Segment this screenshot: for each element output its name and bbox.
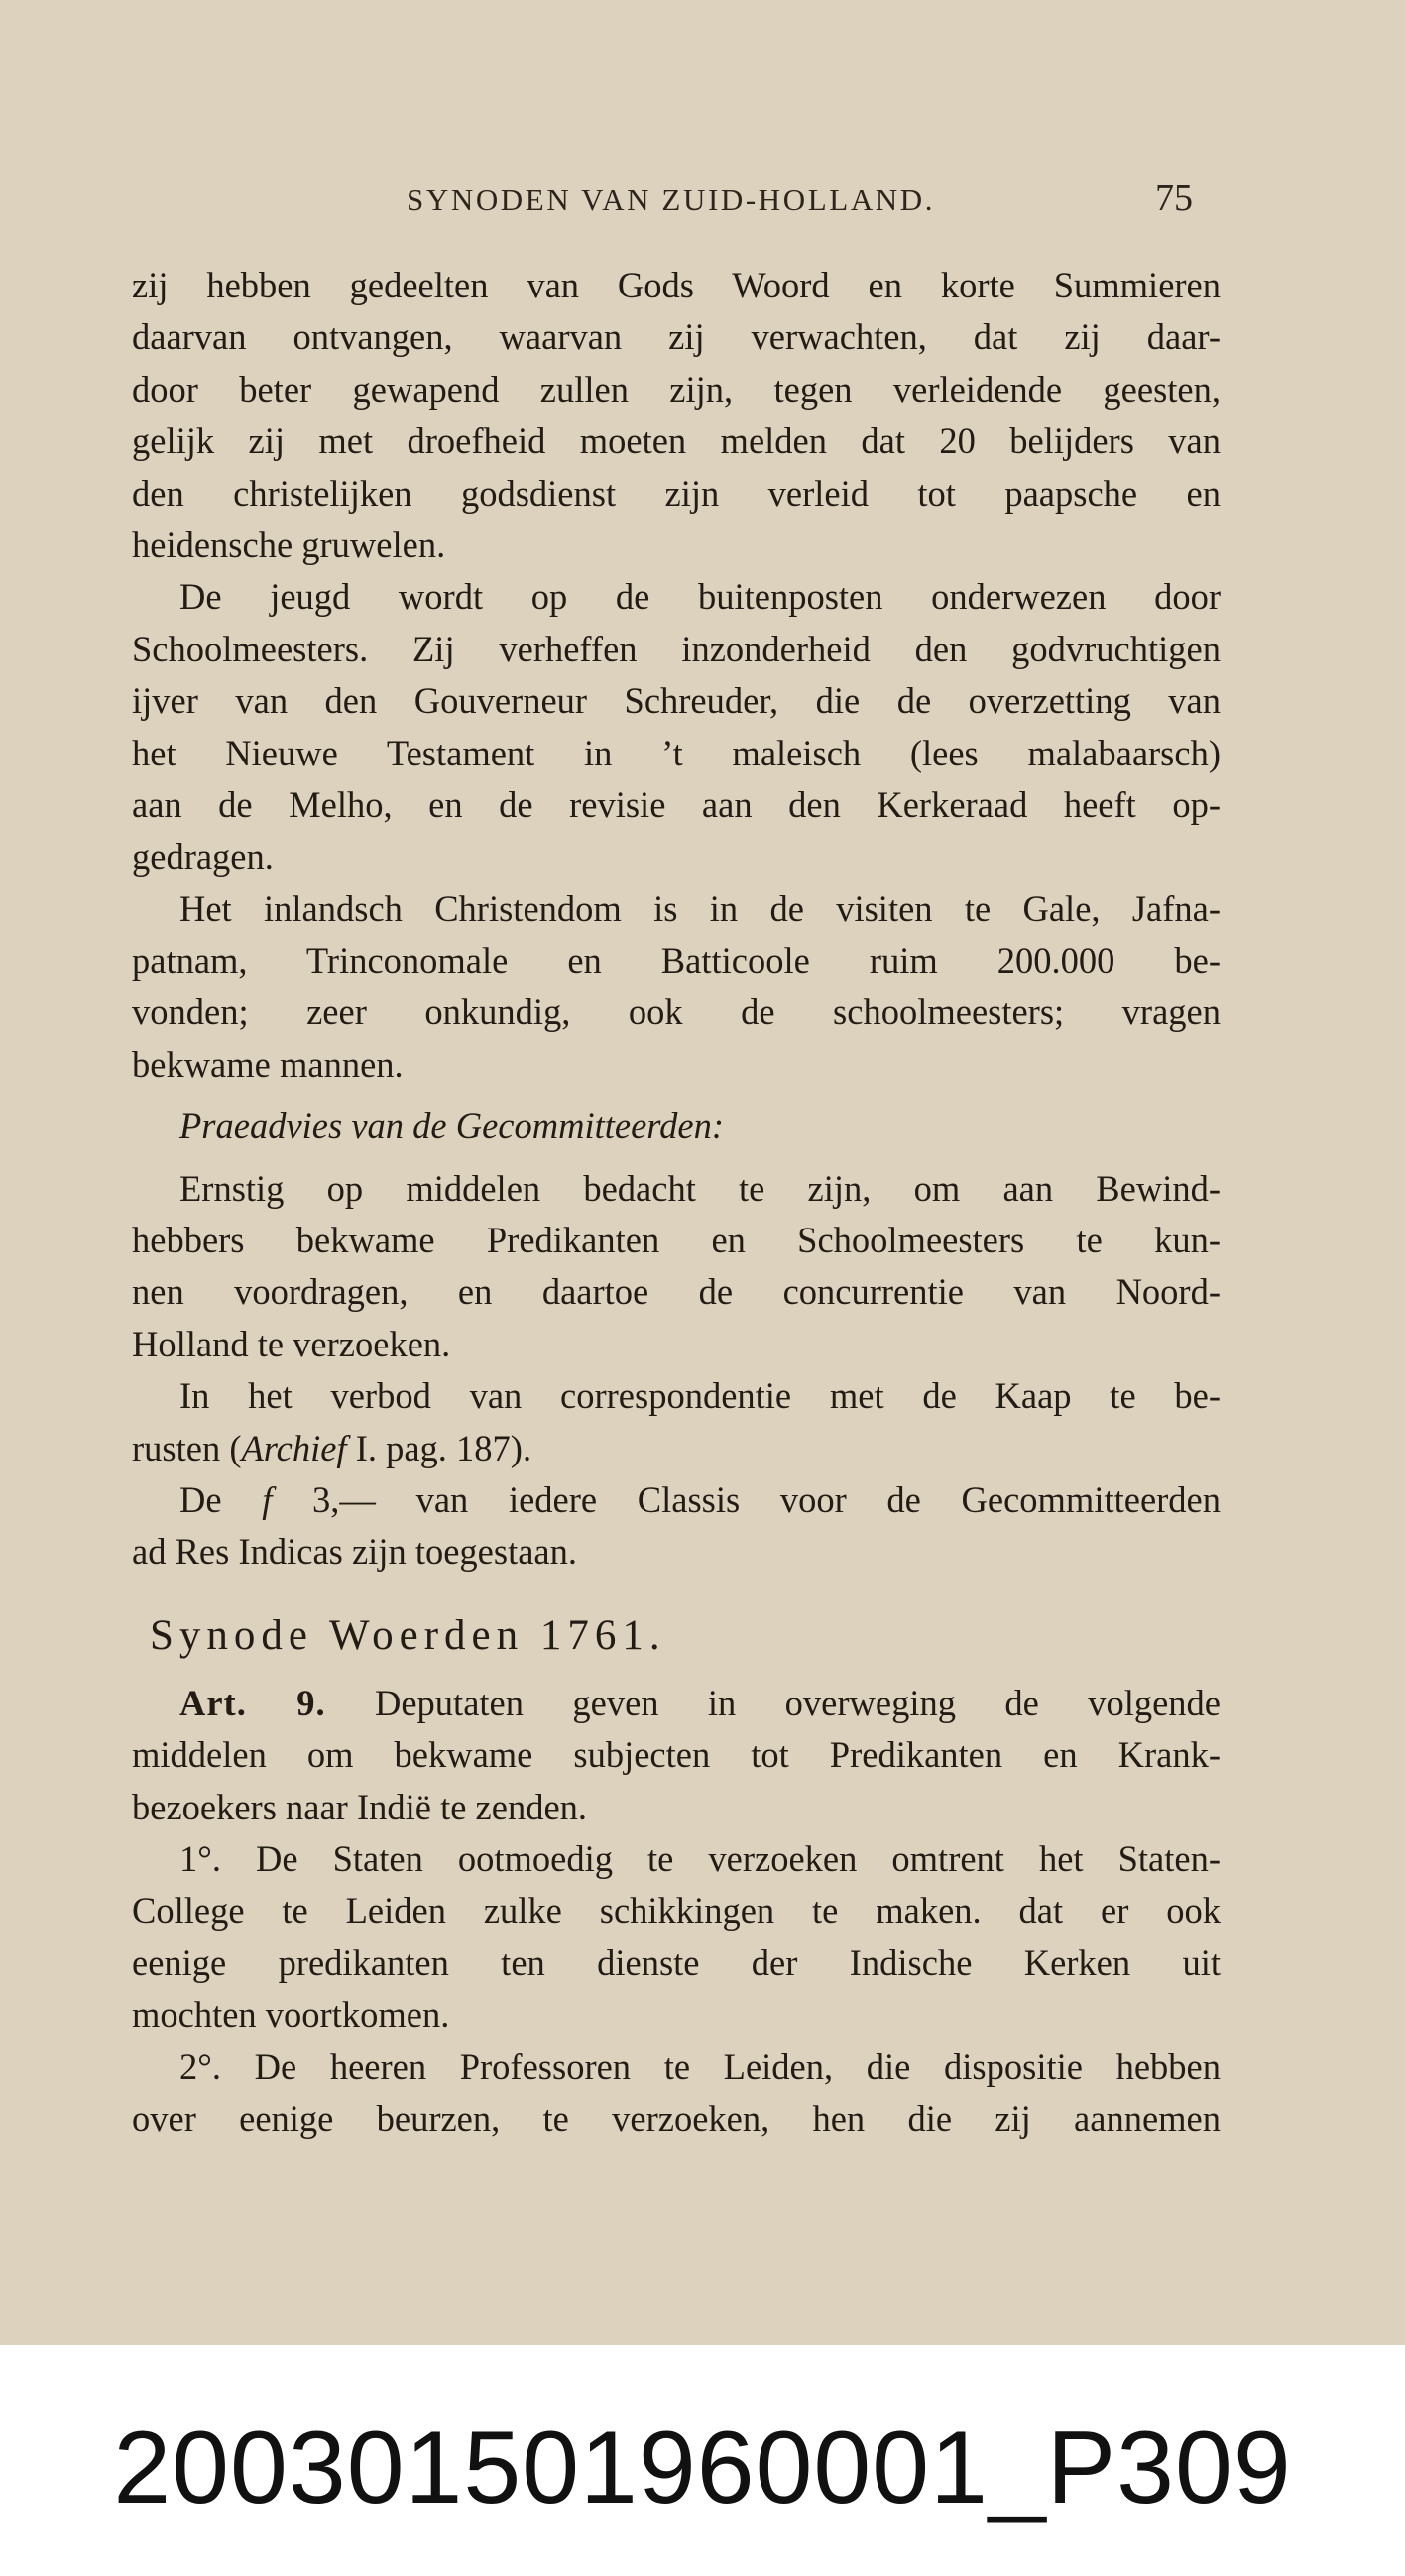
text-line: ad Res Indicas zijn toegestaan. [132,1531,577,1573]
text-line: gelijk zij met droefheid moeten melden dat 20 belijders van [132,420,1221,462]
text-fragment: I. pag. 187). [346,1427,532,1468]
paragraph-1 [132,260,1221,571]
text-line: Holland te verzoeken. [132,1323,451,1364]
body-text [132,260,1221,2145]
paragraph-5 [132,1370,1221,1474]
text-line: bekwame mannen. [132,1043,404,1085]
spacer [132,1668,1221,1678]
article-label: Art. 9. [179,1682,326,1723]
text-line: mochten voortkomen. [132,1994,450,2036]
spacer [132,1153,1221,1163]
text-line: Het inlandsch Christendom is in de visiten te Gale, Jafna- [179,887,1221,929]
spacer [132,1579,1221,1604]
page-number: 75 [1155,177,1193,219]
text-fragment: rusten ( [132,1427,242,1468]
text-line: over eenige beurzen, te verzoeken, hen die zij aannemen [132,2097,1221,2139]
text-line: vonden; zeer onkundig, ook de schoolmeesters; vragen [132,992,1221,1033]
text-line: 1°. De Staten ootmoedig te verzoeken omtrent het Staten- [179,1837,1221,1879]
text-line: daarvan ontvangen, waarvan zij verwachten, dat zij daar- [132,316,1221,358]
text-line: den christelijken godsdienst zijn verleid tot paapsche en [132,472,1221,514]
text-line [132,1423,1221,1474]
text-fragment: De [179,1478,263,1520]
text-line: In het verbod van correspondentie met de Kaap te be- [179,1375,1221,1417]
running-title: SYNODEN VAN ZUID-HOLLAND. [407,182,936,217]
text-line: aan de Melho, en de revisie aan den Kerkeraad heeft op- [132,783,1221,825]
text-line: ijver van den Gouverneur Schreuder, die de overzetting van [132,680,1221,722]
paragraph-2 [132,571,1221,882]
text-line: College te Leiden zulke schikkingen te maken. dat er ook [132,1890,1221,1932]
text-line: patnam, Trinconomale en Batticoole ruim 200.000 be- [132,940,1221,982]
running-head [0,176,1405,226]
article-item-2 [132,2042,1221,2146]
text-line: hebbers bekwame Predikanten en Schoolmeesters te kun- [132,1220,1221,1261]
text-line: nen voordragen, en daartoe de concurrentie van Noord- [132,1271,1221,1313]
archief-reference: Archief [241,1427,347,1468]
section-heading: Synode Woerden 1761. [150,1611,666,1659]
text-line: middelen om bekwame subjecten tot Predikanten en Krank- [132,1734,1221,1776]
scan-identifier: 20030150196000​1_P309 [113,2410,1292,2525]
article-item-1 [132,1833,1221,2042]
spacer [132,1091,1221,1101]
article-9 [132,1678,1221,1833]
text-line: bezoekers naar Indië te zenden. [132,1786,588,1827]
text-line: eenige predikanten ten dienste der Indische Kerken uit [132,1941,1221,1983]
text-line: heidensche gruwelen. [132,524,446,565]
text-line: zij hebben gedeelten van Gods Woord en korte Summieren [132,265,1221,305]
text-line: door beter gewapend zullen zijn, tegen verleidende geesten, [132,368,1221,410]
text-line: het Nieuwe Testament in ’t maleisch (lees malabaarsch) [132,732,1221,773]
text-fragment: 3,— van iedere Classis voor de Gecommitteerden [272,1478,1222,1520]
text-fragment: Deputaten geven in overweging de volgende [375,1682,1222,1723]
praeadvies-heading: Praeadvies van de Gecommitteerden: [179,1106,724,1147]
text-line: gedragen. [132,836,274,878]
paragraph-4 [132,1163,1221,1371]
text-line [132,1678,1221,1729]
text-line: Schoolmeesters. Zij verheffen inzonderheid den godvruchtigen [132,628,1221,669]
paragraph-6 [132,1474,1221,1579]
text-line [132,1474,1221,1526]
text-line: De jeugd wordt op de buitenposten onderwezen door [179,576,1221,618]
text-line: 2°. De heeren Professoren te Leiden, die dispositie hebben [179,2046,1221,2087]
florin-symbol: f [262,1478,273,1520]
paragraph-3 [132,883,1221,1092]
text-line: Ernstig op middelen bedacht te zijn, om aan Bewind- [179,1167,1221,1209]
